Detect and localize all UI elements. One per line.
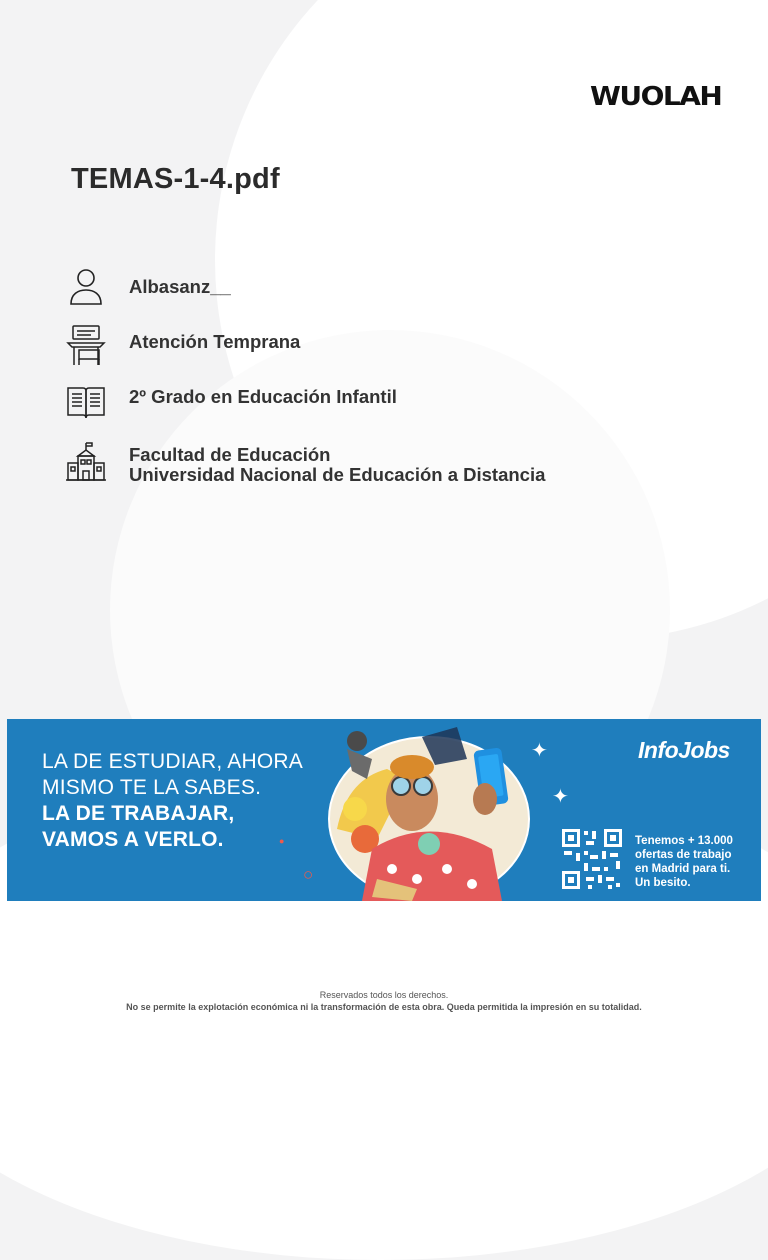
offer-line: en Madrid para ti. [635, 863, 731, 875]
footer [0, 989, 768, 1013]
subject-name: Atención Temprana [129, 331, 301, 352]
infojobs-logo: InfoJobs [638, 737, 730, 763]
school-desk-icon [64, 323, 108, 367]
faculty-info [129, 445, 545, 485]
info-row-user [64, 266, 231, 310]
banner-line: LA DE TRABAJAR, [42, 802, 235, 825]
banner-headline [42, 749, 303, 853]
faculty-name: Facultad de Educación [129, 444, 331, 465]
university-building-icon [64, 440, 108, 484]
info-row-degree [64, 380, 397, 424]
user-name: Albasanz__ [129, 276, 231, 297]
offer-line: Un besito. [635, 877, 691, 889]
footer-rights: Reservados todos los derechos. [319, 990, 449, 1000]
sparkle-icon: ✦ [531, 740, 548, 762]
footer-notice: No se permite la explotación económica ni la transformación de esta obra. Queda permitida la impresión en su totalidad. [126, 1002, 642, 1012]
offer-line: ofertas de trabajo [635, 849, 732, 861]
wuolah-logo[interactable]: WUOLAH [590, 81, 722, 112]
sparkle-icon: ✦ [552, 786, 569, 808]
open-book-icon [64, 380, 108, 424]
banner-line: VAMOS A VERLO. [42, 828, 224, 851]
university-name: Universidad Nacional de Educación a Distancia [129, 464, 546, 485]
banner-offer-text [635, 834, 733, 890]
offer-line: Tenemos + 13.000 [635, 835, 733, 847]
banner-line: LA DE ESTUDIAR, AHORA [42, 750, 303, 773]
dot-icon: ● [279, 836, 285, 846]
qr-code-icon[interactable] [560, 827, 624, 891]
document-title: TEMAS-1-4.pdf [71, 163, 280, 195]
info-row-faculty [64, 440, 545, 485]
info-row-subject [64, 323, 300, 367]
circle-icon: ○ [303, 865, 314, 884]
degree-name: 2º Grado en Educación Infantil [129, 386, 397, 407]
banner-line: MISMO TE LA SABES. [42, 776, 262, 799]
user-icon [64, 266, 108, 310]
banner-illustration [317, 719, 547, 901]
infojobs-ad-banner[interactable] [7, 719, 761, 901]
